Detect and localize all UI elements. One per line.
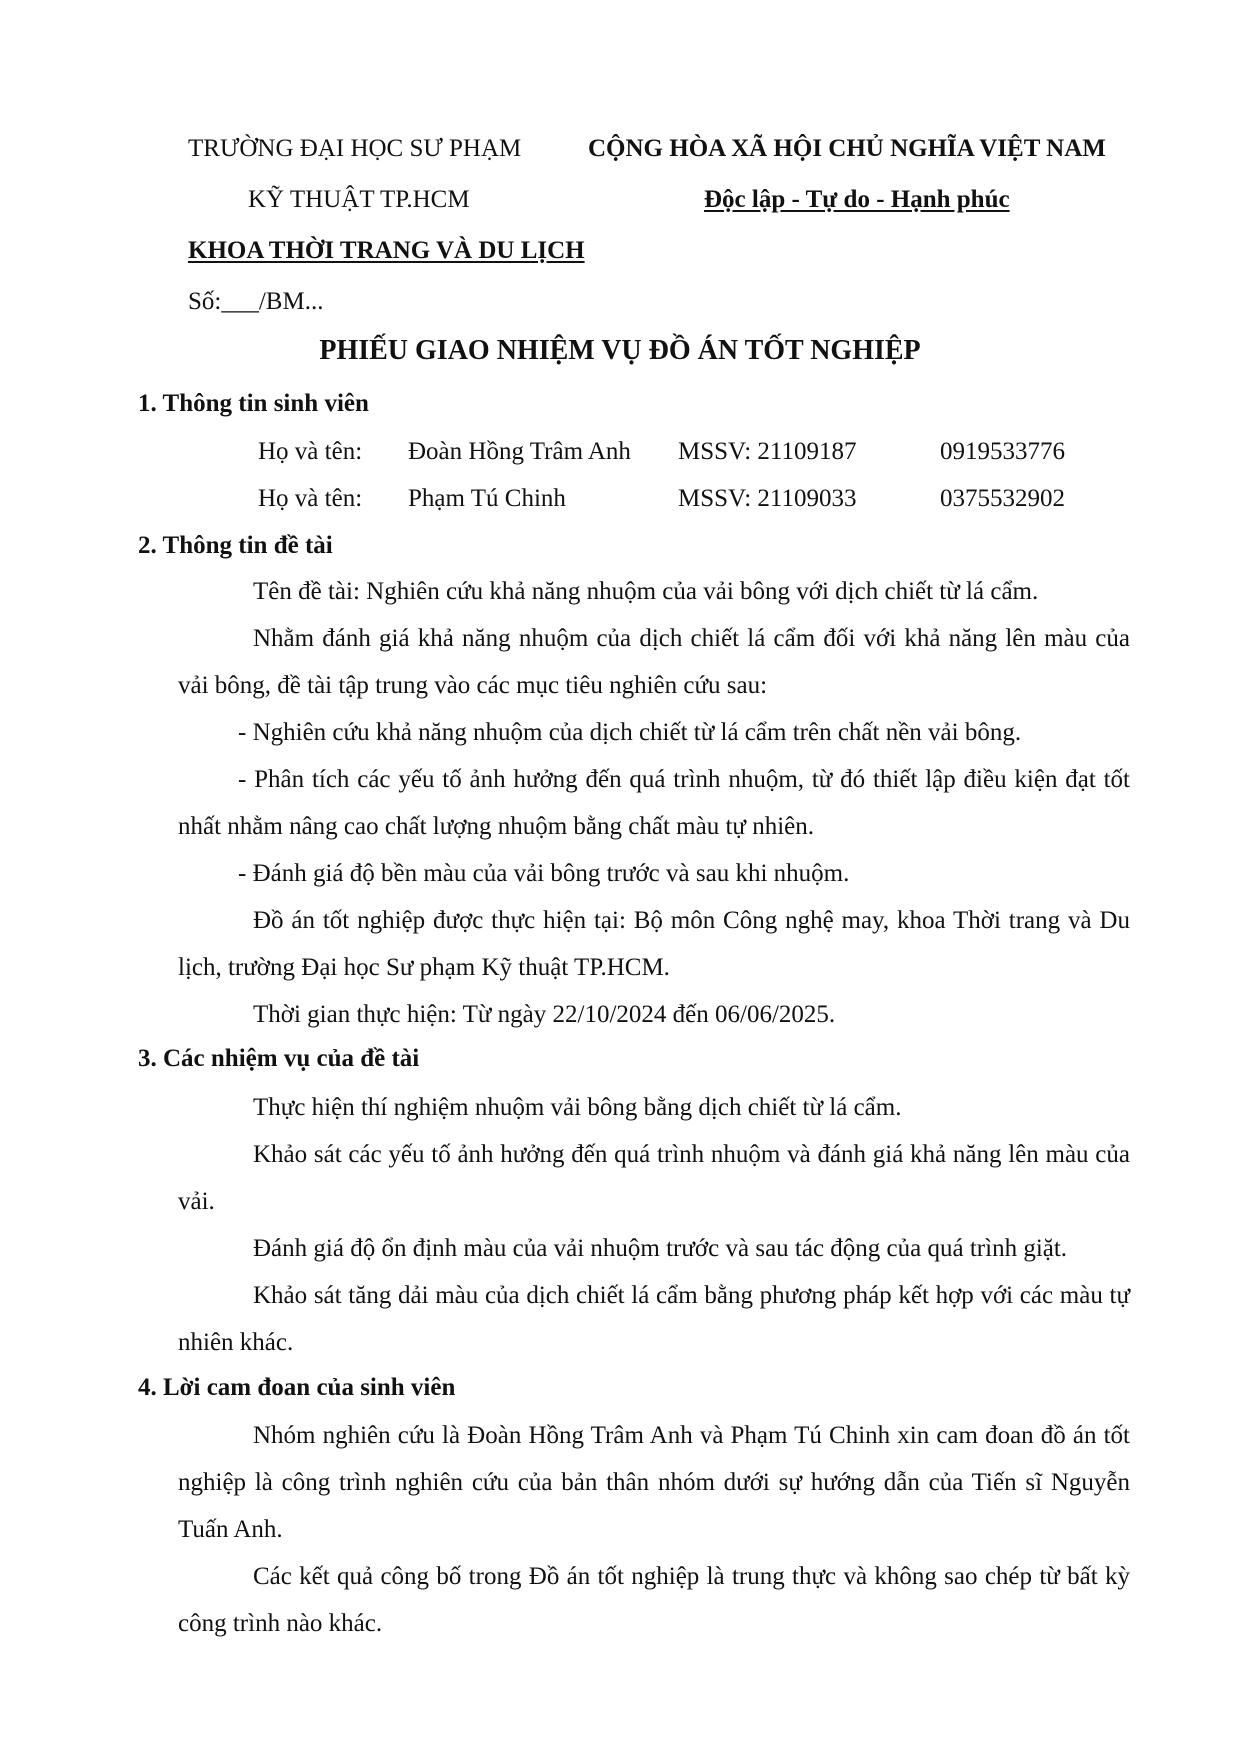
student-name: Phạm Tú Chinh: [408, 485, 566, 512]
student-name-label: Họ và tên:: [258, 438, 363, 465]
national-motto: Độc lập - Tự do - Hạnh phúc: [704, 186, 1010, 213]
section-heading-commitment: 4. Lời cam đoan của sinh viên: [138, 1374, 456, 1401]
student-phone: 0375532902: [940, 485, 1065, 512]
task-2: Khảo sát các yếu tố ảnh hưởng đến quá trình nhuộm và đánh giá khả năng lên màu của vải.: [178, 1141, 1130, 1215]
student-name-label: Họ và tên:: [258, 485, 363, 512]
section-heading-tasks: 3. Các nhiệm vụ của đề tài: [138, 1045, 420, 1072]
topic-goal-3: - Đánh giá độ bền màu của vải bông trước và sau khi nhuộm.: [238, 860, 850, 887]
topic-intro: Nhằm đánh giá khả năng nhuộm của dịch chiết lá cẩm đối với khả năng lên màu của vải bông, đề tài tập trung vào các mục tiêu nghiên cứu sau:: [178, 625, 1130, 699]
topic-goal-2: - Phân tích các yếu tố ảnh hưởng đến quá trình nhuộm, từ đó thiết lập điều kiện đạt tốt nhất nhằm nâng cao chất lượng nhuộm bằng chất màu tự nhiên.: [178, 766, 1130, 840]
topic-goal-1: - Nghiên cứu khả năng nhuộm của dịch chiết từ lá cẩm trên chất nền vải bông.: [238, 719, 1022, 746]
school-name-line2: KỸ THUẬT TP.HCM: [248, 186, 470, 213]
page-title: PHIẾU GIAO NHIỆM VỤ ĐỒ ÁN TỐT NGHIỆP: [319, 335, 921, 366]
task-1: Thực hiện thí nghiệm nhuộm vải bông bằng dịch chiết từ lá cẩm.: [253, 1094, 902, 1121]
topic-title: Tên đề tài: Nghiên cứu khả năng nhuộm của vải bông với dịch chiết từ lá cẩm.: [253, 578, 1039, 605]
commitment-paragraph-2: Các kết quả công bố trong Đồ án tốt nghiệp là trung thực và không sao chép từ bất kỳ công trình nào khác.: [178, 1563, 1130, 1637]
task-3: Đánh giá độ ổn định màu của vải nhuộm trước và sau tác động của quá trình giặt.: [253, 1235, 1068, 1262]
section-heading-topic-info: 2. Thông tin đề tài: [138, 532, 333, 559]
school-name-line1: TRƯỜNG ĐẠI HỌC SƯ PHẠM: [188, 135, 522, 162]
national-title: CỘNG HÒA XÃ HỘI CHỦ NGHĨA VIỆT NAM: [588, 135, 1106, 162]
student-phone: 0919533776: [940, 438, 1065, 465]
section-heading-student-info: 1. Thông tin sinh viên: [138, 390, 369, 417]
task-4: Khảo sát tăng dải màu của dịch chiết lá cẩm bằng phương pháp kết hợp với các màu tự nhiên khác.: [178, 1282, 1130, 1356]
student-mssv: MSSV: 21109187: [678, 438, 857, 465]
topic-time: Thời gian thực hiện: Từ ngày 22/10/2024 đến 06/06/2025.: [253, 1001, 836, 1028]
student-mssv: MSSV: 21109033: [678, 485, 857, 512]
student-name: Đoàn Hồng Trâm Anh: [408, 438, 631, 465]
topic-place: Đồ án tốt nghiệp được thực hiện tại: Bộ môn Công nghệ may, khoa Thời trang và Du lịch, trường Đại học Sư phạm Kỹ thuật TP.HCM.: [178, 907, 1130, 981]
faculty-name: KHOA THỜI TRANG VÀ DU LỊCH: [188, 237, 585, 264]
document-number: Số:___/BM...: [188, 288, 324, 315]
commitment-paragraph-1: Nhóm nghiên cứu là Đoàn Hồng Trâm Anh và Phạm Tú Chinh xin cam đoan đồ án tốt nghiệp là công trình nghiên cứu của bản thân nhóm dưới sự hướng dẫn của Tiến sĩ Nguyễn Tuấn Anh.: [178, 1422, 1130, 1543]
